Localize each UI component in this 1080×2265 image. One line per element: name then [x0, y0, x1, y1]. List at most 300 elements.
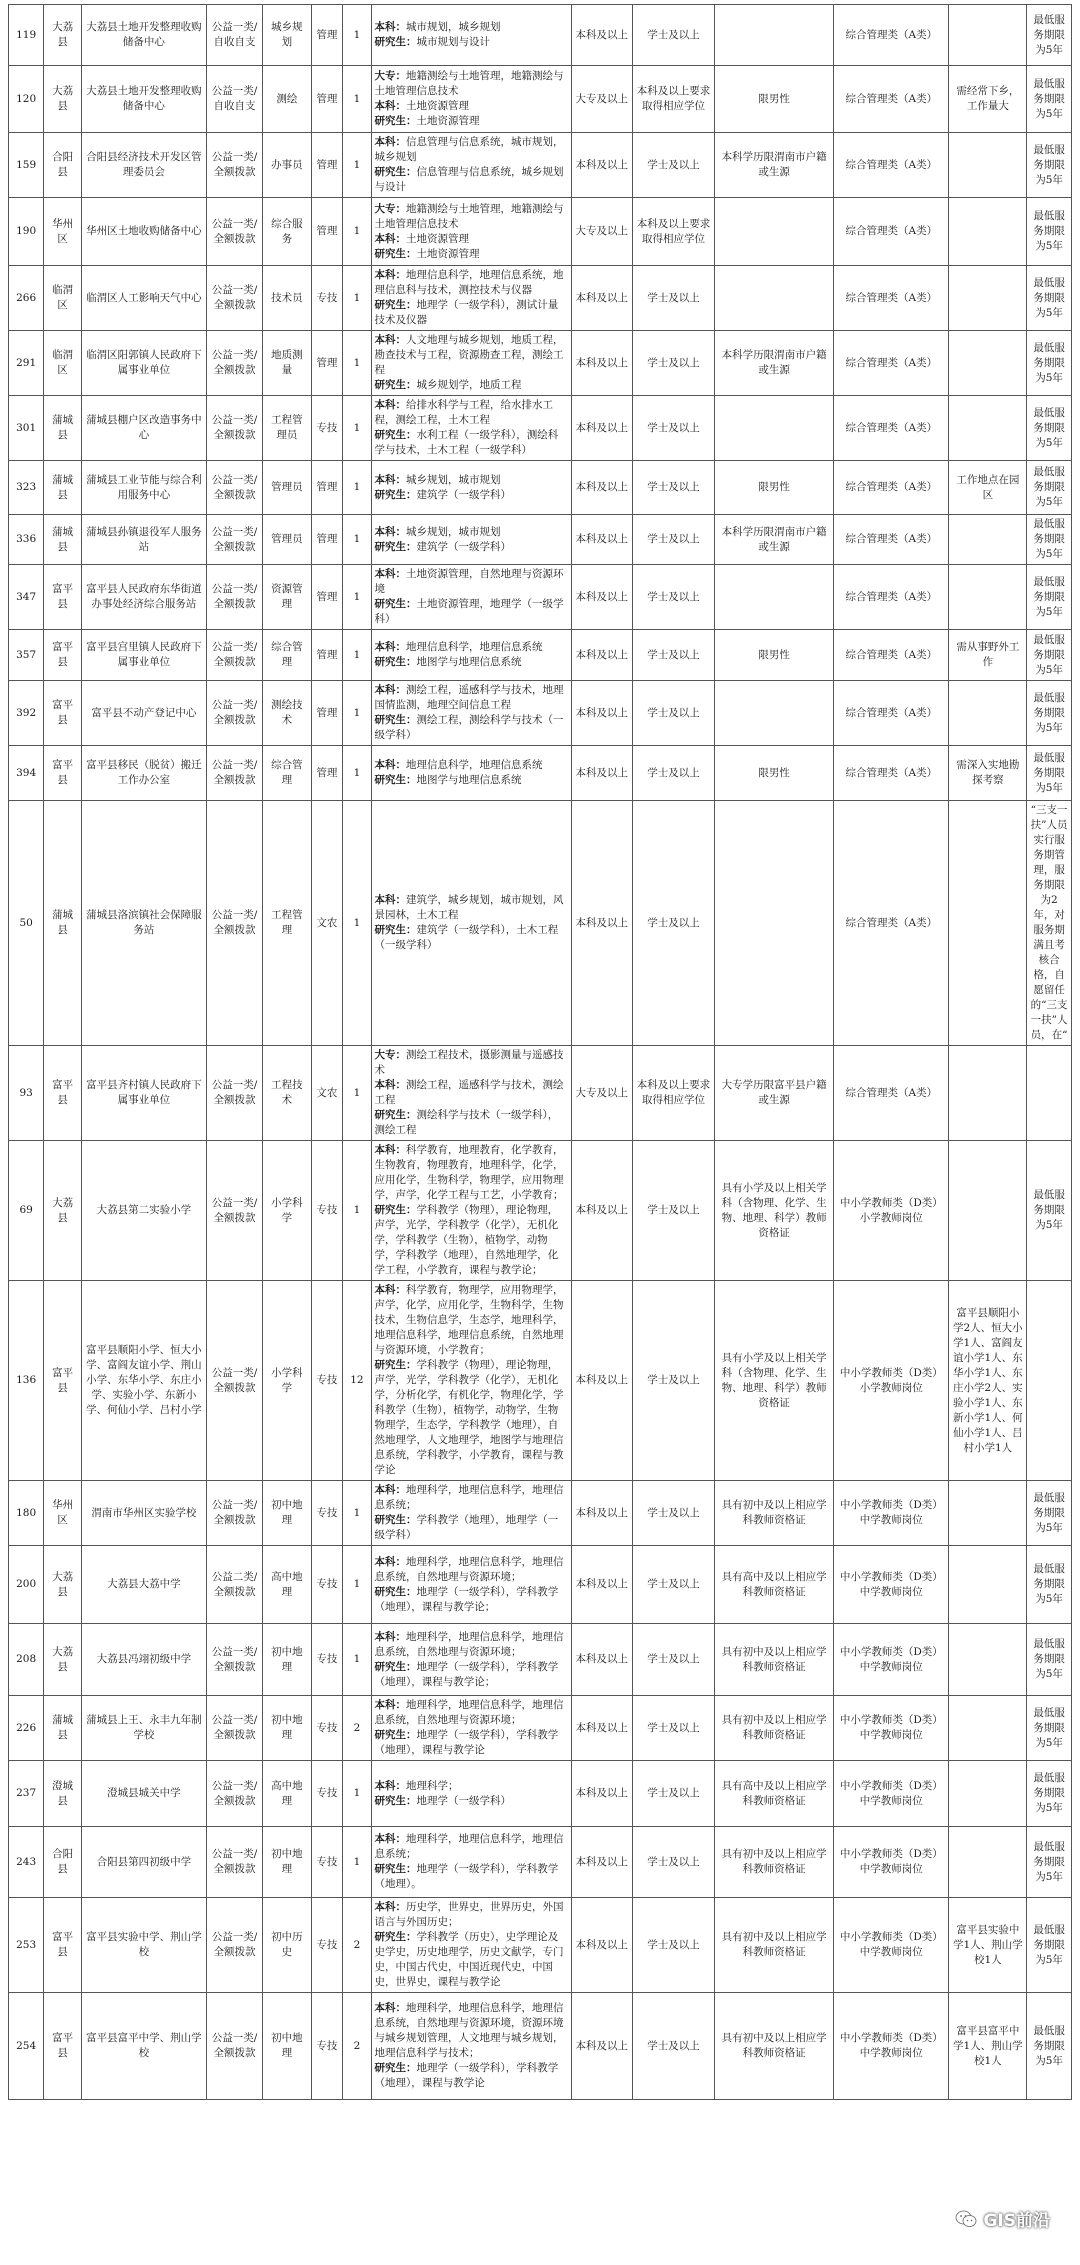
table-row [9, 1546, 1072, 1624]
post-name-cell: 初中地理 [263, 1827, 311, 1898]
remark-cell [949, 396, 1027, 461]
requirement-majors: 测绘工程，遥感科学与技术，测绘工程 [374, 1079, 564, 1106]
requirement-level: 本科： [374, 1484, 407, 1496]
major-requirement-cell [371, 681, 571, 746]
post-category-cell: 专技 [311, 1696, 343, 1761]
requirement-level: 研究生： [374, 429, 417, 441]
other-requirement-cell: 限男性 [715, 461, 834, 515]
major-requirement-cell [371, 133, 571, 198]
requirement-majors: 地理科学，地理信息科学，地理信息系统，自然地理与资源环境； [374, 1699, 564, 1726]
remark-cell: 富平县富平中学1人、荆山学校1人 [949, 1993, 1027, 2100]
degree-cell: 学士及以上 [632, 801, 714, 1046]
recruit-count-cell: 1 [343, 681, 371, 746]
post-name-cell: 小学科学 [263, 1141, 311, 1281]
exam-category-cell: 中小学教师类（D类）中学教师岗位 [834, 1993, 949, 2100]
requirement-level: 研究生： [374, 1660, 417, 1673]
other-requirement-cell [715, 565, 834, 630]
requirement-line [375, 202, 568, 232]
table-row [9, 331, 1072, 396]
requirement-line [375, 655, 568, 670]
requirement-level: 大专： [374, 70, 407, 82]
exam-category-cell: 中小学教师类（D类）中学教师岗位 [834, 1898, 949, 1993]
post-category-cell: 专技 [311, 1624, 343, 1696]
unit-name-cell: 华州区土地收购储备中心 [81, 198, 206, 266]
post-category-cell: 专技 [311, 1993, 343, 2100]
post-name-cell: 测绘技术 [263, 681, 311, 746]
exam-category-cell: 综合管理类（A类） [834, 198, 949, 266]
recruit-count-cell: 1 [343, 801, 371, 1046]
post-category-cell: 专技 [311, 1761, 343, 1827]
other-requirement-cell: 具有初中及以上相应学科教师资格证 [715, 1898, 834, 1993]
degree-cell: 学士及以上 [632, 681, 714, 746]
remark-cell [949, 1481, 1027, 1546]
post-category-cell: 管理 [311, 515, 343, 565]
post-name-cell: 综合服务 [263, 198, 311, 266]
table-row [9, 1761, 1072, 1827]
post-name-cell: 工程管理员 [263, 396, 311, 461]
other-requirement-cell: 具有小学及以上相关学科（含物理、化学、生物、地理、科学）教师资格证 [715, 1141, 834, 1281]
requirement-majors: 地理学（一级学科），测试计量技术及仪器 [374, 299, 559, 326]
post-name-cell: 工程技术 [263, 1046, 311, 1141]
county-cell: 富平县 [44, 1046, 82, 1141]
other-requirement-cell: 本科学历限渭南市户籍或生源 [715, 515, 834, 565]
requirement-line [375, 378, 568, 393]
post-name-cell: 初中地理 [263, 1624, 311, 1696]
row-number-cell: 392 [9, 681, 44, 746]
exam-category-cell: 综合管理类（A类） [834, 331, 949, 396]
requirement-level: 研究生： [374, 247, 417, 260]
requirement-majors: 水利工程（一级学科），测绘科学与技术，土木工程（一级学科） [374, 429, 559, 456]
table-row [9, 1898, 1072, 1993]
requirement-majors: 建筑学（一级学科） [416, 488, 512, 501]
post-name-cell: 初中地理 [263, 1696, 311, 1761]
degree-cell: 学士及以上 [632, 1546, 714, 1624]
education-cell: 本科及以上 [571, 630, 632, 681]
remark-cell [949, 266, 1027, 331]
post-name-cell: 城乡规划 [263, 5, 311, 66]
unit-nature-cell: 公益一类/全额拨款 [206, 801, 263, 1046]
service-term-cell: 最低服务期限为5年 [1027, 266, 1072, 331]
degree-cell: 学士及以上 [632, 1827, 714, 1898]
exam-category-cell: 综合管理类（A类） [834, 461, 949, 515]
exam-category-cell: 综合管理类（A类） [834, 565, 949, 630]
unit-name-cell: 富平县富平中学、荆山学校 [81, 1993, 206, 2100]
requirement-line [375, 923, 568, 953]
post-name-cell: 管理员 [263, 515, 311, 565]
recruit-count-cell: 1 [343, 1827, 371, 1898]
requirement-level: 研究生： [374, 36, 417, 48]
service-term-cell: “三支一扶”人员实行服务期管理，服务期限为2年，对服务期满且考核合格，自愿留任的“三支一扶”人员，在“ [1027, 801, 1072, 1046]
major-requirement-cell [371, 1827, 571, 1898]
row-number-cell: 253 [9, 1898, 44, 1993]
requirement-level: 本科： [374, 1779, 407, 1792]
requirement-line [375, 247, 568, 262]
post-category-cell: 专技 [311, 1281, 343, 1481]
other-requirement-cell: 本科学历限渭南市户籍或生源 [715, 331, 834, 396]
major-requirement-cell [371, 198, 571, 266]
row-number-cell: 291 [9, 331, 44, 396]
table-row [9, 198, 1072, 266]
requirement-majors: 城市规划与设计 [416, 36, 491, 48]
service-term-cell: 最低服务期限为5年 [1027, 133, 1072, 198]
county-cell: 合阳县 [44, 133, 82, 198]
education-cell: 本科及以上 [571, 1898, 632, 1993]
exam-category-cell: 中小学教师类（D类）中学教师岗位 [834, 1481, 949, 1546]
other-requirement-cell: 限男性 [715, 746, 834, 801]
requirement-majors: 地理科学； [406, 1779, 459, 1792]
requirement-line [375, 2061, 568, 2091]
service-term-cell: 最低服务期限为5年 [1027, 1898, 1072, 1993]
education-cell: 本科及以上 [571, 1546, 632, 1624]
county-cell: 蒲城县 [44, 1696, 82, 1761]
service-term-cell: 最低服务期限为5年 [1027, 331, 1072, 396]
service-term-cell: 最低服务期限为5年 [1027, 681, 1072, 746]
other-requirement-cell [715, 681, 834, 746]
service-term-cell: 最低服务期限为5年 [1027, 1827, 1072, 1898]
requirement-line [375, 540, 568, 555]
requirement-level: 研究生： [374, 488, 417, 501]
post-category-cell: 管理 [311, 198, 343, 266]
row-number-cell: 50 [9, 801, 44, 1046]
requirement-level: 本科： [374, 1699, 407, 1711]
exam-category-cell: 综合管理类（A类） [834, 1046, 949, 1141]
unit-name-cell: 富平县顺阳小学、恒大小学、富阎友谊小学、荆山小学、东华小学、东庄小学、实验小学、东新小学、何仙小学、吕村小学 [81, 1281, 206, 1481]
post-category-cell: 管理 [311, 565, 343, 630]
requirement-line [375, 567, 568, 597]
unit-nature-cell: 公益一类/全额拨款 [206, 1898, 263, 1993]
other-requirement-cell: 大专学历限富平县户籍或生源 [715, 1046, 834, 1141]
requirement-majors: 城乡规划，城市规划 [406, 525, 501, 538]
unit-nature-cell: 公益一类/全额拨款 [206, 1281, 263, 1481]
requirement-line [375, 114, 568, 129]
table-row [9, 1141, 1072, 1281]
unit-name-cell: 合阳县经济技术开发区管理委员会 [81, 133, 206, 198]
requirement-level: 研究生： [374, 2062, 417, 2074]
post-category-cell: 专技 [311, 1898, 343, 1993]
post-category-cell: 管理 [311, 746, 343, 801]
requirement-line [375, 893, 568, 923]
requirement-majors: 土地资源管理 [416, 115, 480, 127]
service-term-cell: 最低服务期限为5年 [1027, 1696, 1072, 1761]
county-cell: 富平县 [44, 1281, 82, 1481]
requirement-line [375, 683, 568, 713]
row-number-cell: 243 [9, 1827, 44, 1898]
service-term-cell: 最低服务期限为5年 [1027, 396, 1072, 461]
degree-cell: 学士及以上 [632, 630, 714, 681]
requirement-line [375, 1358, 568, 1478]
remark-cell [949, 1624, 1027, 1696]
unit-name-cell: 临渭区人工影响天气中心 [81, 266, 206, 331]
requirement-majors: 地理学（一级学科），学科教学（地理），课程与教学论； [374, 1660, 559, 1688]
row-number-cell: 357 [9, 630, 44, 681]
requirement-level: 本科： [374, 1901, 407, 1913]
requirement-level: 本科： [374, 1144, 407, 1156]
major-requirement-cell [371, 746, 571, 801]
recruit-count-cell: 1 [343, 66, 371, 133]
degree-cell: 学士及以上 [632, 461, 714, 515]
education-cell: 本科及以上 [571, 1281, 632, 1481]
row-number-cell: 323 [9, 461, 44, 515]
remark-cell [949, 133, 1027, 198]
requirement-level: 本科： [374, 21, 407, 33]
county-cell: 富平县 [44, 1993, 82, 2100]
exam-category-cell: 中小学教师类（D类）小学教师岗位 [834, 1281, 949, 1481]
table-row [9, 801, 1072, 1046]
requirement-level: 研究生： [374, 598, 417, 610]
other-requirement-cell: 具有初中及以上相应学科教师资格证 [715, 1696, 834, 1761]
table-row [9, 133, 1072, 198]
recruit-count-cell: 12 [343, 1281, 371, 1481]
row-number-cell: 336 [9, 515, 44, 565]
requirement-majors: 城乡规划学，地质工程 [416, 379, 522, 391]
service-term-cell: 最低服务期限为5年 [1027, 1481, 1072, 1546]
post-category-cell: 文农 [311, 801, 343, 1046]
unit-name-cell: 大荔县土地开发整理收购储备中心 [81, 5, 206, 66]
post-category-cell: 管理 [311, 461, 343, 515]
major-requirement-cell [371, 396, 571, 461]
education-cell: 本科及以上 [571, 133, 632, 198]
requirement-level: 研究生： [374, 379, 417, 391]
education-cell: 本科及以上 [571, 565, 632, 630]
degree-cell: 学士及以上 [632, 331, 714, 396]
row-number-cell: 208 [9, 1624, 44, 1696]
requirement-level: 本科： [374, 232, 407, 245]
service-term-cell [1027, 1281, 1072, 1481]
requirement-level: 研究生： [374, 1585, 417, 1598]
post-name-cell: 小学科学 [263, 1281, 311, 1481]
major-requirement-cell [371, 565, 571, 630]
requirement-line [375, 1660, 568, 1690]
major-requirement-cell [371, 66, 571, 133]
remark-cell: 富平县顺阳小学2人、恒大小学1人、富阎友谊小学1人、东华小学1人、东庄小学2人、实验小学1人、东新小学1人、何仙小学1人、吕村小学1人 [949, 1281, 1027, 1481]
unit-name-cell: 蒲城县洛滨镇社会保障服务站 [81, 801, 206, 1046]
unit-nature-cell: 公益一类/自收自支 [206, 5, 263, 66]
requirement-level: 研究生： [374, 1204, 417, 1216]
watermark-text: GIS前沿 [983, 2211, 1050, 2231]
post-category-cell: 管理 [311, 681, 343, 746]
major-requirement-cell [371, 1898, 571, 1993]
unit-nature-cell: 公益一类/全额拨款 [206, 565, 263, 630]
recruit-count-cell: 2 [343, 1993, 371, 2100]
recruit-count-cell: 1 [343, 198, 371, 266]
remark-cell [949, 565, 1027, 630]
recruit-count-cell: 1 [343, 565, 371, 630]
education-cell: 本科及以上 [571, 801, 632, 1046]
requirement-majors: 给排水科学与工程，给水排水工程，测绘工程，土木工程 [374, 399, 554, 426]
requirement-line [375, 1513, 568, 1543]
unit-name-cell: 富平县齐村镇人民政府下属事业单位 [81, 1046, 206, 1141]
degree-cell: 学士及以上 [632, 1141, 714, 1281]
exam-category-cell: 中小学教师类（D类）中学教师岗位 [834, 1546, 949, 1624]
row-number-cell: 301 [9, 396, 44, 461]
recruitment-table-sheet [8, 4, 1072, 2100]
requirement-level: 研究生： [374, 1863, 417, 1875]
requirement-majors: 建筑学，城乡规划，城市规划，风景园林，土木工程 [374, 894, 564, 921]
exam-category-cell: 中小学教师类（D类）中学教师岗位 [834, 1761, 949, 1827]
row-number-cell: 93 [9, 1046, 44, 1141]
requirement-majors: 学科教学（历史），史学理论及史学史，历史地理学，历史文献学，专门史，中国古代史，中国近现代史，中国史，世界史，课程与教学论 [374, 1931, 564, 1988]
education-cell: 本科及以上 [571, 331, 632, 396]
requirement-majors: 土地资源管理 [406, 232, 470, 245]
post-name-cell: 管理员 [263, 461, 311, 515]
major-requirement-cell [371, 1546, 571, 1624]
county-cell: 大荔县 [44, 66, 82, 133]
requirement-line [375, 1698, 568, 1728]
post-category-cell: 专技 [311, 396, 343, 461]
county-cell: 富平县 [44, 565, 82, 630]
education-cell: 本科及以上 [571, 1761, 632, 1827]
requirement-level: 研究生： [374, 1729, 417, 1741]
requirement-line [375, 1900, 568, 1930]
recruit-count-cell: 1 [343, 1141, 371, 1281]
row-number-cell: 200 [9, 1546, 44, 1624]
requirement-majors: 地理信息科学，地理信息系统 [406, 759, 543, 771]
degree-cell: 学士及以上 [632, 1481, 714, 1546]
table-body [9, 5, 1072, 2100]
unit-nature-cell: 公益一类/全额拨款 [206, 1141, 263, 1281]
education-cell: 本科及以上 [571, 1993, 632, 2100]
remark-cell [949, 801, 1027, 1046]
requirement-level: 研究生： [374, 1931, 417, 1943]
post-category-cell: 管理 [311, 133, 343, 198]
other-requirement-cell: 具有初中及以上相应学科教师资格证 [715, 1827, 834, 1898]
degree-cell: 学士及以上 [632, 1898, 714, 1993]
requirement-level: 本科： [374, 1284, 407, 1296]
degree-cell: 本科及以上要求取得相应学位 [632, 198, 714, 266]
degree-cell: 学士及以上 [632, 1696, 714, 1761]
requirement-majors: 土地资源管理 [416, 247, 480, 260]
service-term-cell: 最低服务期限为5年 [1027, 1141, 1072, 1281]
requirement-majors: 建筑学（一级学科），土木工程（一级学科） [374, 924, 559, 951]
requirement-majors: 学科教学（物理），理论物理，声学，光学，学科教学（化学），无机化学，学科教学（生物），植物学，动物学，学科教学（地理），自然地理学，化学工程，小学教育，课程与教学论； [374, 1204, 559, 1276]
unit-name-cell: 蒲城县工业节能与综合利用服务中心 [81, 461, 206, 515]
other-requirement-cell: 具有小学及以上相关学科（含物理、化学、生物、地理、科学）教师资格证 [715, 1281, 834, 1481]
requirement-majors: 地理学（一级学科），学科教学（地理），课程与教学论 [374, 2062, 559, 2089]
requirement-majors: 土地资源管理，自然地理与资源环境 [374, 568, 564, 595]
other-requirement-cell: 具有初中及以上相应学科教师资格证 [715, 1993, 834, 2100]
county-cell: 大荔县 [44, 1141, 82, 1281]
table-row [9, 746, 1072, 801]
requirement-level: 研究生： [374, 924, 417, 936]
unit-name-cell: 合阳县第四初级中学 [81, 1827, 206, 1898]
requirement-level: 本科： [374, 568, 407, 580]
recruit-count-cell: 1 [343, 1624, 371, 1696]
requirement-line [375, 640, 568, 655]
table-row [9, 266, 1072, 331]
unit-nature-cell: 公益一类/全额拨款 [206, 396, 263, 461]
county-cell: 合阳县 [44, 1827, 82, 1898]
unit-nature-cell: 公益一类/全额拨款 [206, 1624, 263, 1696]
service-term-cell: 最低服务期限为5年 [1027, 1761, 1072, 1827]
post-name-cell: 综合管理 [263, 630, 311, 681]
exam-category-cell: 中小学教师类（D类）中学教师岗位 [834, 1696, 949, 1761]
unit-name-cell: 富平县移民（脱贫）搬迁工作办公室 [81, 746, 206, 801]
table-row [9, 1481, 1072, 1546]
requirement-line [375, 758, 568, 773]
unit-name-cell: 大荔县冯翊初级中学 [81, 1624, 206, 1696]
table-row [9, 1993, 1072, 2100]
table-row [9, 515, 1072, 565]
county-cell: 华州区 [44, 1481, 82, 1546]
recruit-count-cell: 1 [343, 1761, 371, 1827]
other-requirement-cell [715, 5, 834, 66]
table-row [9, 630, 1072, 681]
requirement-line [375, 1143, 568, 1203]
recruit-count-cell: 1 [343, 461, 371, 515]
unit-nature-cell: 公益一类/全额拨款 [206, 266, 263, 331]
exam-category-cell: 综合管理类（A类） [834, 515, 949, 565]
other-requirement-cell: 具有初中及以上相应学科教师资格证 [715, 1624, 834, 1696]
unit-nature-cell: 公益一类/全额拨款 [206, 630, 263, 681]
requirement-majors: 地理科学，地理信息科学，地理信息系统，自然地理与资源环境； [374, 1630, 564, 1658]
recruit-count-cell: 1 [343, 266, 371, 331]
row-number-cell: 159 [9, 133, 44, 198]
requirement-majors: 地理学（一级学科），学科教学（地理），课程与教学论； [374, 1585, 559, 1613]
education-cell: 本科及以上 [571, 461, 632, 515]
post-name-cell: 资源管理 [263, 565, 311, 630]
education-cell: 本科及以上 [571, 396, 632, 461]
service-term-cell [1027, 1046, 1072, 1141]
unit-nature-cell: 公益一类/全额拨款 [206, 515, 263, 565]
table-row [9, 396, 1072, 461]
post-name-cell: 初中历史 [263, 1898, 311, 1993]
unit-nature-cell: 公益一类/全额拨款 [206, 461, 263, 515]
unit-name-cell: 渭南市华州区实验学校 [81, 1481, 206, 1546]
requirement-majors: 地理科学，地理信息科学，地理信息系统，自然地理与资源环境； [374, 1555, 564, 1583]
table-row [9, 1281, 1072, 1481]
service-term-cell: 最低服务期限为5年 [1027, 746, 1072, 801]
requirement-line [375, 333, 568, 378]
row-number-cell: 69 [9, 1141, 44, 1281]
requirement-line [375, 232, 568, 247]
requirement-line [375, 1078, 568, 1108]
requirement-level: 本科： [374, 2002, 407, 2014]
remark-cell [949, 331, 1027, 396]
table-row [9, 461, 1072, 515]
post-category-cell: 文农 [311, 1046, 343, 1141]
major-requirement-cell [371, 801, 571, 1046]
requirement-level: 本科： [374, 525, 407, 538]
requirement-level: 研究生： [374, 714, 417, 726]
post-name-cell: 初中地理 [263, 1993, 311, 2100]
requirement-majors: 信息管理与信息系统，城市规划，城乡规划 [374, 136, 564, 163]
requirement-level: 本科： [374, 1555, 407, 1568]
requirement-level: 本科： [374, 894, 407, 906]
row-number-cell: 136 [9, 1281, 44, 1481]
service-term-cell: 最低服务期限为5年 [1027, 198, 1072, 266]
county-cell: 蒲城县 [44, 801, 82, 1046]
requirement-level: 研究生： [374, 1794, 417, 1807]
remark-cell [949, 5, 1027, 66]
requirement-line [375, 713, 568, 743]
degree-cell: 学士及以上 [632, 5, 714, 66]
recruit-count-cell: 2 [343, 1696, 371, 1761]
recruit-count-cell: 1 [343, 630, 371, 681]
degree-cell: 学士及以上 [632, 266, 714, 331]
other-requirement-cell [715, 266, 834, 331]
major-requirement-cell [371, 630, 571, 681]
unit-name-cell: 大荔县第二实验小学 [81, 1141, 206, 1281]
county-cell: 富平县 [44, 630, 82, 681]
requirement-level: 研究生： [374, 774, 417, 786]
table-row [9, 1046, 1072, 1141]
requirement-level: 本科： [374, 136, 407, 148]
county-cell: 富平县 [44, 681, 82, 746]
requirement-level: 本科： [374, 684, 407, 696]
requirement-line [375, 1108, 568, 1138]
row-number-cell: 226 [9, 1696, 44, 1761]
county-cell: 临渭区 [44, 331, 82, 396]
